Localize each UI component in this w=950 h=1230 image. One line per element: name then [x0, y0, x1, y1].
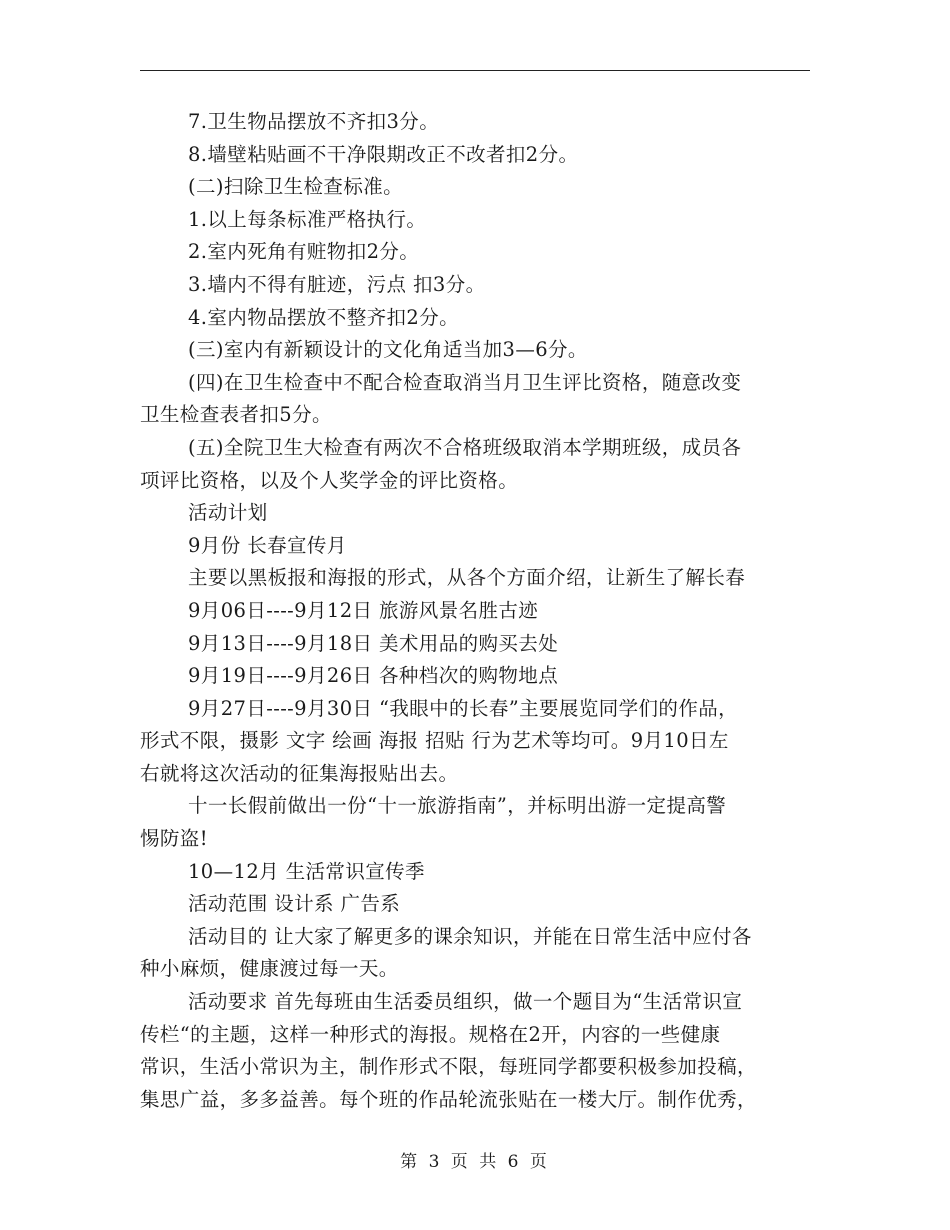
text-line: 形式不限，摄影 文字 绘画 海报 招贴 行为艺术等均可。9月10日左 — [140, 729, 729, 753]
text-line: 1.以上每条标准严格执行。 — [188, 207, 427, 231]
body-text — [140, 106, 820, 1116]
text-line: 3.墙内不得有脏迹，污点 扣3分。 — [188, 272, 486, 296]
text-line: 常识，生活小常识为主，制作形式不限，每班同学都要积极参加投稿， — [140, 1055, 757, 1079]
text-line: 集思广益，多多益善。每个班的作品轮流张贴在一楼大厅。制作优秀， — [140, 1087, 757, 1111]
text-line: 项评比资格，以及个人奖学金的评比资格。 — [140, 468, 519, 492]
text-line: 4.室内物品摆放不整齐扣2分。 — [188, 305, 460, 329]
text-line: 8.墙壁粘贴画不干净限期改正不改者扣2分。 — [188, 142, 579, 166]
text-line: 种小麻烦，健康渡过每一天。 — [140, 957, 399, 981]
text-line: 活动范围 设计系 广告系 — [188, 892, 401, 916]
text-line: 2.室内死角有赃物扣2分。 — [188, 240, 420, 264]
page-footer: 第 3 页 共 6 页 — [400, 1152, 550, 1172]
text-line: 传栏“的主题，这样一种形式的海报。规格在2开，内容的一些健康 — [140, 1022, 721, 1046]
text-line: (四)在卫生检查中不配合检查取消当月卫生评比资格，随意改变 — [188, 370, 742, 394]
text-line: 9月06日----9月12日 旅游风景名胜古迹 — [188, 598, 539, 622]
text-line: (三)室内有新颖设计的文化角适当加3—6分。 — [188, 338, 588, 362]
text-line: 9月份 长春宣传月 — [188, 533, 347, 557]
text-line: 活动要求 首先每班由生活委员组织，做一个题目为“生活常识宣 — [188, 990, 743, 1014]
text-line: 活动目的 让大家了解更多的课余知识，并能在日常生活中应付各 — [188, 924, 752, 948]
text-line: 9月27日----9月30日 “我眼中的长春”主要展览同学们的作品， — [188, 696, 739, 720]
text-line: 9月19日----9月26日 各种档次的购物地点 — [188, 664, 559, 688]
text-line: (五)全院卫生大检查有两次不合格班级取消本学期班级，成员各 — [188, 435, 742, 459]
text-line: 活动计划 — [188, 501, 268, 525]
text-line: 9月13日----9月18日 美术用品的购买去处 — [188, 631, 559, 655]
text-line: 主要以黑板报和海报的形式，从各个方面介绍，让新生了解长春 — [188, 566, 746, 590]
text-line: (二)扫除卫生检查标准。 — [188, 175, 404, 199]
text-line: 惕防盗! — [140, 827, 208, 851]
text-line: 卫生检查表者扣5分。 — [140, 403, 332, 427]
text-line: 7.卫生物品摆放不齐扣3分。 — [188, 110, 440, 133]
text-line: 右就将这次活动的征集海报贴出去。 — [140, 761, 459, 785]
text-line: 10—12月 生活常识宣传季 — [188, 859, 425, 883]
text-line: 十一长假前做出一份“十一旅游指南”，并标明出游一定提高警 — [188, 794, 727, 818]
header-rule — [140, 70, 810, 71]
